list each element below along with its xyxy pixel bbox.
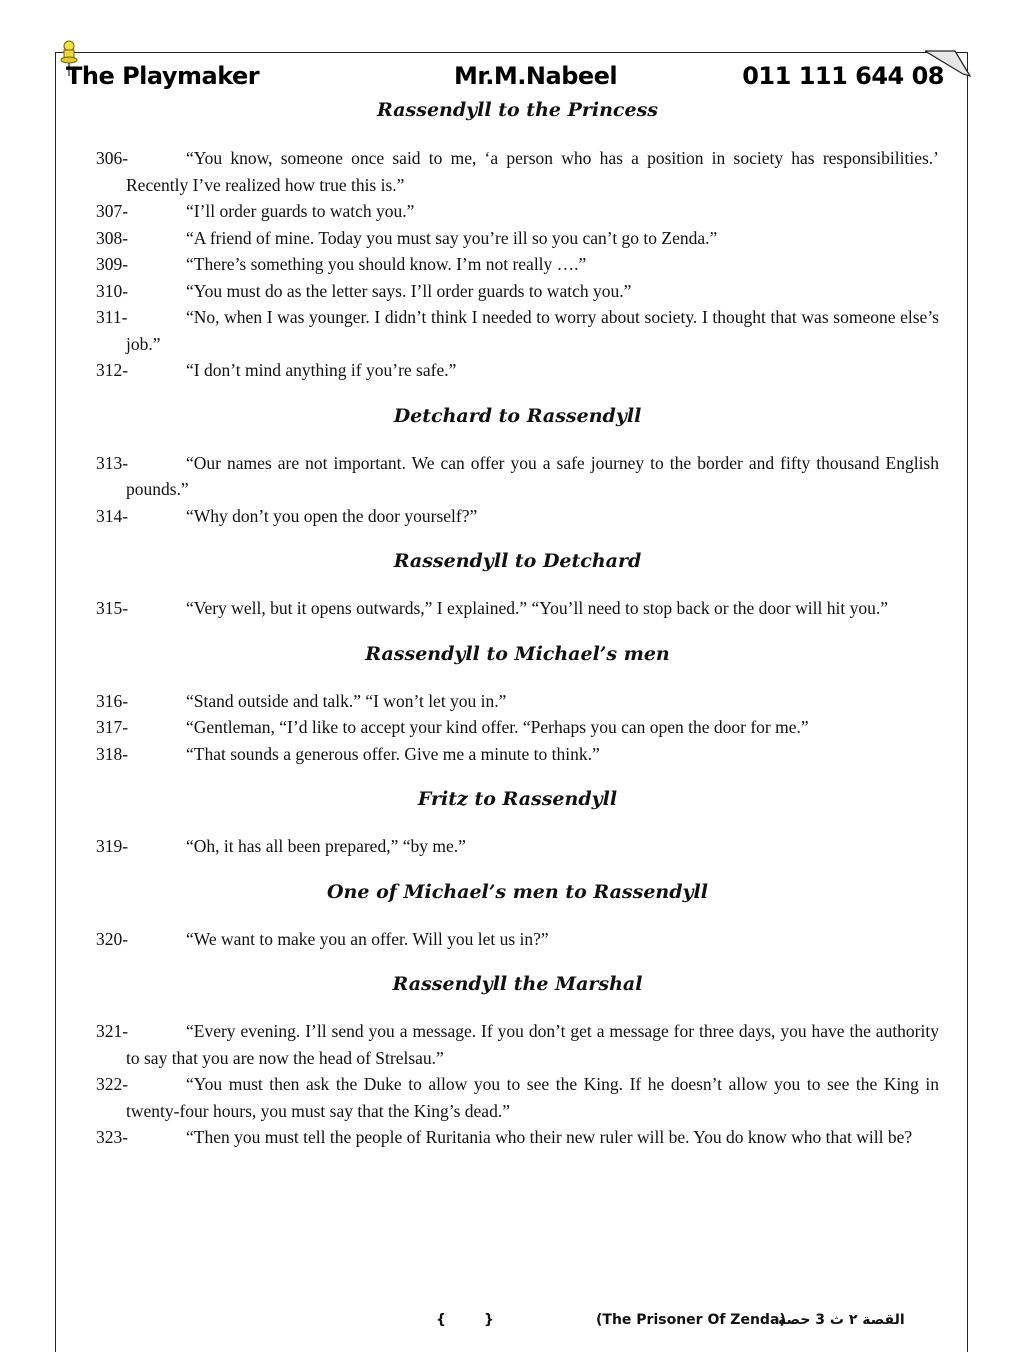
item-number: 308- [96,227,129,248]
item-text: “Oh, it has all been prepared,” “by me.” [186,836,466,856]
item-text: “Then you must tell the people of Ruritania who their new ruler will be. You do know who that will be? [186,1127,913,1147]
item-number: 313- [96,452,129,473]
section-title: Rassendyll to the Princess [377,99,658,121]
list-item [96,225,939,252]
footer-arabic-label: القصة ٢ ث 3 حصة [778,1312,905,1328]
section-michaels-man-to-rassendyll [96,878,939,953]
item-text: “I’ll order guards to watch you.” [186,201,415,221]
item-text: “Stand outside and talk.” “I won’t let you in.” [186,690,507,711]
list-item [96,1071,939,1124]
list-item [96,926,939,953]
item-text: “You must then ask the Duke to allow you to see the King. If he doesn’t allow you to see the King in twenty-four hours, you must say that the King’s dead.” [126,1074,939,1121]
list-item [96,714,939,741]
item-number: 306- [96,148,129,168]
item-number: 317- [96,717,129,737]
item-number: 312- [96,360,129,380]
list-item [96,1018,939,1071]
item-number: 319- [96,836,129,856]
list-item [96,278,939,305]
list-item [96,251,939,278]
item-text: “There’s something you should know. I’m not really ….” [186,254,587,274]
list-item [96,357,939,384]
item-number: 316- [96,690,129,711]
item-text: “Why don’t you open the door yourself?” [186,505,478,526]
item-number: 322- [96,1074,129,1094]
section-detchard-to-rassendyll [96,402,939,530]
list-item [96,145,939,198]
item-number: 309- [96,254,129,274]
list-item [96,595,939,622]
list-item [96,450,939,503]
item-text: “Our names are not important. We can offer you a safe journey to the border and fifty thousand English pounds.” [126,452,939,499]
section-title: Fritz to Rassendyll [417,788,618,810]
item-text: “Gentleman, “I’d like to accept your kind offer. “Perhaps you can open the door for me.” [186,717,809,737]
item-text: “A friend of mine. Today you must say you’re ill so you can’t go to Zenda.” [186,227,718,248]
section-rassendyll-the-marshal [96,970,939,1151]
section-rassendyll-to-michaels-men [96,640,939,768]
item-number: 307- [96,201,129,221]
section-rassendyll-to-detchard [96,547,939,622]
item-number: 310- [96,280,129,301]
header-author: Mr.M.Nabeel [454,62,618,90]
section-title: Rassendyll to Michael’s men [365,642,670,665]
list-item [96,741,939,768]
footer-book-title: (The Prisoner Of Zenda) [596,1312,786,1328]
list-item [96,833,939,860]
item-text: “Very well, but it opens outwards,” I explained.” “You’ll need to stop back or the door will hit you.” [186,598,888,618]
page-number-brace-open: { [436,1312,446,1328]
section-title: Detchard to Rassendyll [393,404,642,427]
list-item [96,1124,939,1151]
section-title: Rassendyll the Marshal [392,973,643,995]
item-number: 315- [96,598,129,618]
item-text: “Every evening. I’ll send you a message. If you don’t get a message for three days, you have the authority to say that you are now the head of Strelsau.” [126,1021,939,1068]
item-text: “I don’t mind anything if you’re safe.” [186,360,457,380]
header-phone: 011 111 644 08 [742,62,944,90]
item-text: “We want to make you an offer. Will you let us in?” [186,928,549,949]
page-number-brace-close: } [484,1312,494,1328]
section-rassendyll-to-princess [96,96,939,384]
item-number: 318- [96,743,129,764]
item-number: 311- [96,307,128,327]
item-text: “That sounds a generous offer. Give me a minute to think.” [186,743,600,764]
section-title: One of Michael’s men to Rassendyll [327,880,708,903]
item-text: “No, when I was younger. I didn’t think I needed to worry about society. I thought that was someone else’s job.” [126,307,939,354]
section-fritz-to-rassendyll [96,785,939,860]
list-item [96,503,939,530]
item-number: 320- [96,928,129,949]
page-header [66,62,944,94]
section-title: Rassendyll to Detchard [393,550,642,572]
header-left-title: The Playmaker [66,62,260,90]
list-item [96,304,939,357]
item-number: 321- [96,1021,129,1041]
item-number: 314- [96,505,129,526]
item-text: “You must do as the letter says. I’ll order guards to watch you.” [186,280,632,301]
document-body [96,96,939,1151]
item-text: “You know, someone once said to me, ‘a person who has a position in society has responsibilities.’ Recently I’ve realized how true this is.” [126,148,939,195]
list-item [96,198,939,225]
list-item [96,688,939,715]
item-number: 323- [96,1127,129,1147]
